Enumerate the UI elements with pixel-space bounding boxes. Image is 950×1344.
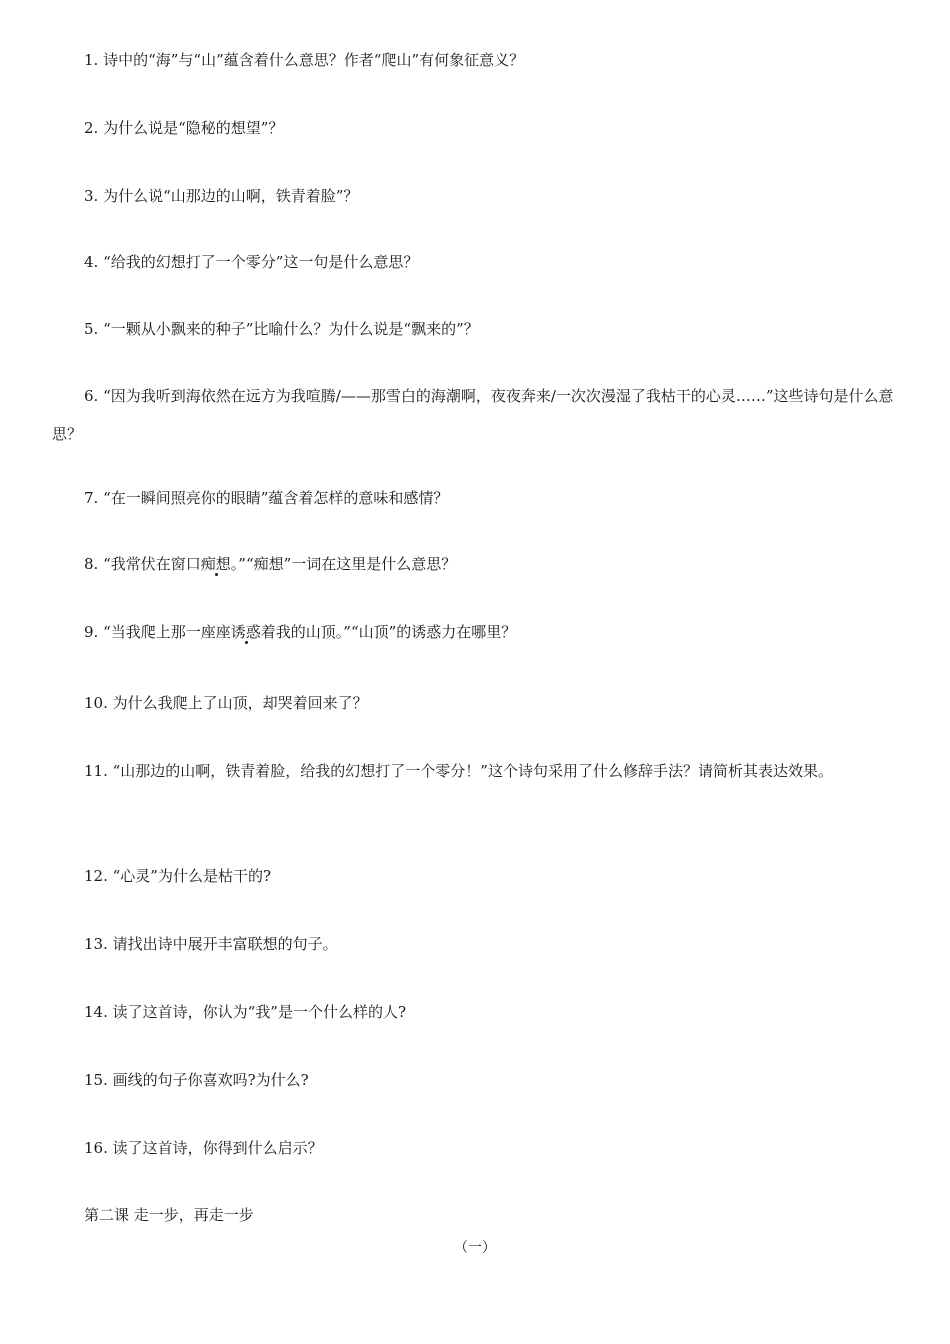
- question-text-after: 。”“痴想”一词在这里是什么意思？: [230, 555, 457, 573]
- dotted-text: 痴想: [200, 555, 231, 573]
- question-text: 为什么说是“隐秘的想望”？: [103, 119, 284, 137]
- question-number: 8.: [84, 555, 99, 573]
- question-text-after: 着我的山顶。”“山顶”的诱惑力在哪里？: [260, 623, 517, 641]
- question-text: “山那边的山啊，铁青着脸，给我的幻想打了一个零分！”这个诗句采用了什么修辞手法？请简析其表达效果。: [112, 762, 833, 780]
- dotted-text: 诱惑: [230, 623, 261, 641]
- question-11: [52, 752, 898, 790]
- lesson-heading: 第二课 走一步，再走一步: [84, 1206, 254, 1224]
- question-8: [52, 545, 898, 583]
- question-text: 为什么我爬上了山顶，却哭着回来了？: [112, 694, 368, 712]
- question-number: 10.: [84, 694, 108, 712]
- question-number: 15.: [84, 1071, 108, 1089]
- question-2: [52, 109, 898, 147]
- question-15: [52, 1061, 898, 1099]
- question-5: [52, 310, 898, 348]
- question-number: 13.: [84, 935, 108, 953]
- question-text: 画线的句子你喜欢吗?为什么?: [112, 1071, 309, 1089]
- question-number: 1.: [84, 51, 99, 69]
- question-text: 读了这首诗，你认为“我”是一个什么样的人?: [112, 1003, 407, 1021]
- question-3: [52, 177, 898, 215]
- question-number: 14.: [84, 1003, 108, 1021]
- question-number: 16.: [84, 1139, 108, 1157]
- question-7: [52, 479, 898, 517]
- emphasis-dotted-word: [231, 623, 261, 641]
- question-12: [52, 857, 898, 895]
- question-number: 12.: [84, 867, 108, 885]
- question-13: [52, 925, 898, 963]
- question-text: “给我的幻想打了一个零分”这一句是什么意思？: [103, 253, 419, 271]
- question-text: 读了这首诗，你得到什么启示？: [112, 1139, 323, 1157]
- question-text: 诗中的“海”与“山”蕴含着什么意思？作者“爬山”有何象征意义？: [103, 51, 525, 69]
- question-14: [52, 993, 898, 1031]
- question-number: 4.: [84, 253, 99, 271]
- question-1: [52, 41, 898, 79]
- section-marker: （一）: [454, 1240, 496, 1256]
- question-text: 为什么说“山那边的山啊，铁青着脸”？: [103, 187, 359, 205]
- question-number: 5.: [84, 320, 99, 338]
- question-text-before: “我常伏在窗口: [103, 555, 201, 573]
- question-number: 7.: [84, 489, 99, 507]
- question-text: “在一瞬间照亮你的眼睛”蕴含着怎样的意味和感情？: [103, 489, 449, 507]
- question-10: [52, 684, 898, 722]
- question-number: 2.: [84, 119, 99, 137]
- question-4: [52, 243, 898, 281]
- question-16: [52, 1129, 898, 1167]
- emphasis-dotted-word: [201, 555, 231, 573]
- question-number: 3.: [84, 187, 99, 205]
- question-text: 请找出诗中展开丰富联想的句子。: [112, 935, 338, 953]
- question-6: [52, 377, 898, 453]
- question-text: “心灵”为什么是枯干的?: [112, 867, 272, 885]
- question-text-before: “当我爬上那一座座: [103, 623, 231, 641]
- question-number: 11.: [84, 762, 108, 780]
- question-number: 9.: [84, 623, 99, 641]
- question-text: “因为我听到海依然在远方为我喧腾/——那雪白的海潮啊，夜夜奔来/一次次漫湿了我枯干的心灵……”这些诗句是什么意思？: [52, 387, 894, 443]
- question-9: [52, 613, 898, 651]
- question-number: 6.: [84, 387, 99, 405]
- question-text: “一颗从小飘来的种子”比喻什么？为什么说是“飘来的”？: [103, 320, 479, 338]
